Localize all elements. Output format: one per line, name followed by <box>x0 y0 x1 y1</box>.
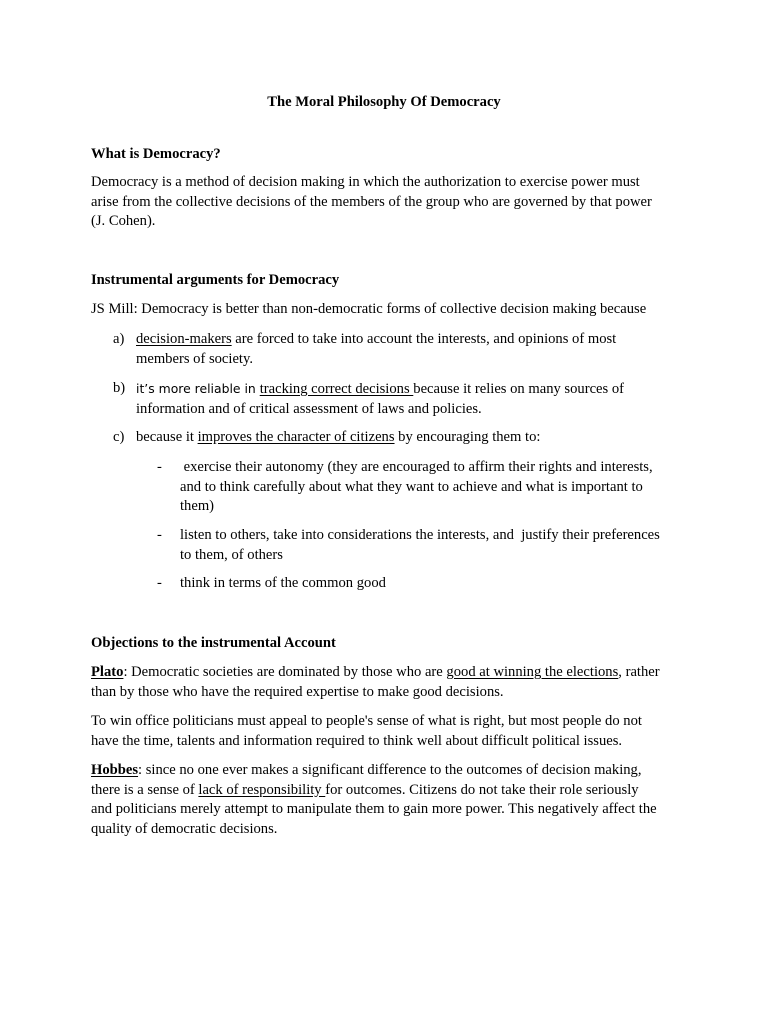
list-marker: b) <box>113 380 126 396</box>
hobbes-name: Hobbes <box>91 762 139 778</box>
sub-item-autonomy <box>157 458 697 517</box>
paragraph-line: have the time, talents and information required to think well about difficult political issues. <box>91 732 623 749</box>
section-heading-instrumental-arguments: Instrumental arguments for Democracy <box>91 272 340 288</box>
dash-marker: - <box>157 459 162 475</box>
paragraph-line <box>91 781 691 801</box>
sub-item-line: listen to others, take into considerations the interests, and justify their preferences <box>180 527 660 543</box>
paragraph-text: there is a sense of <box>91 781 199 798</box>
underlined-term: lack of responsibility <box>198 781 326 798</box>
list-item-c <box>113 428 693 448</box>
paragraph-line: and politicians merely attempt to manipulate them to gain more power. This negatively affect the <box>91 801 657 817</box>
list-item-body <box>136 379 693 419</box>
list-item-b <box>113 379 693 419</box>
list-item-text: members of society. <box>136 350 253 367</box>
paragraph-line: (J. Cohen). <box>91 213 156 229</box>
list-item-text: because it <box>136 429 198 445</box>
paragraph-text: : since no one ever makes a significant difference to the outcomes of decision making, <box>138 762 642 778</box>
sub-item-line: think in terms of the common good <box>180 575 386 591</box>
paragraph-line <box>91 761 691 781</box>
underlined-term: improves the character of citizens <box>197 429 395 445</box>
underlined-term: decision-makers <box>136 331 232 347</box>
paragraph-text: : Democratic societies are dominated by those who are <box>123 664 447 680</box>
sub-item-listen <box>157 526 697 565</box>
plato-name: Plato <box>91 664 124 680</box>
document-title: The Moral Philosophy Of Democracy <box>267 94 501 110</box>
sub-item-body <box>180 574 697 594</box>
section-heading-what-is-democracy: What is Democracy? <box>91 146 221 162</box>
list-item-text: by encouraging them to: <box>394 429 541 445</box>
list-item-body <box>136 330 693 369</box>
hobbes-paragraph <box>91 761 691 839</box>
list-item-body <box>136 428 693 448</box>
sub-item-line: and to think carefully about what they want to achieve and what is important to <box>180 478 643 495</box>
sub-item-line: to them, of others <box>180 546 283 563</box>
paragraph-text: , rather <box>618 664 660 680</box>
sub-item-common-good <box>157 574 697 594</box>
paragraph-line: quality of democratic decisions. <box>91 820 278 837</box>
section-heading-objections: Objections to the instrumental Account <box>91 635 336 651</box>
underlined-term: good at winning the elections <box>446 664 619 680</box>
paragraph-line: Democracy is a method of decision making in which the authorization to exercise power must <box>91 174 640 190</box>
sub-item-line: exercise their autonomy (they are encouraged to affirm their rights and interests, <box>180 459 653 475</box>
list-item-a <box>113 330 693 369</box>
plato-paragraph <box>91 663 691 702</box>
dash-marker: - <box>157 575 162 591</box>
list-item-text: information and of critical assessment of laws and policies. <box>136 400 482 417</box>
list-item-text: because it relies on many sources of <box>413 381 625 397</box>
paragraph-text: for outcomes. Citizens do not take their role seriously <box>325 781 639 798</box>
list-item-text: it’s more reliable in <box>136 381 260 396</box>
paragraph-line: than by those who have the required expertise to make good decisions. <box>91 683 504 700</box>
paragraph-line <box>91 663 691 683</box>
paragraph-line: arise from the collective decisions of the members of the group who are governed by that power <box>91 193 652 210</box>
list-marker: a) <box>113 331 125 347</box>
mill-intro: JS Mill: Democracy is better than non-democratic forms of collective decision making because <box>91 301 647 317</box>
list-item-text: are forced to take into account the interests, and opinions of most <box>231 331 617 347</box>
list-marker: c) <box>113 429 125 445</box>
underlined-term: tracking correct decisions <box>259 381 414 397</box>
dash-marker: - <box>157 527 162 543</box>
paragraph-line: To win office politicians must appeal to people's sense of what is right, but most people do not <box>91 713 642 729</box>
sub-item-body <box>180 526 697 565</box>
sub-item-body <box>180 458 697 517</box>
sub-item-line: them) <box>180 498 215 514</box>
politicians-paragraph <box>91 712 691 751</box>
definition-paragraph <box>91 173 691 232</box>
